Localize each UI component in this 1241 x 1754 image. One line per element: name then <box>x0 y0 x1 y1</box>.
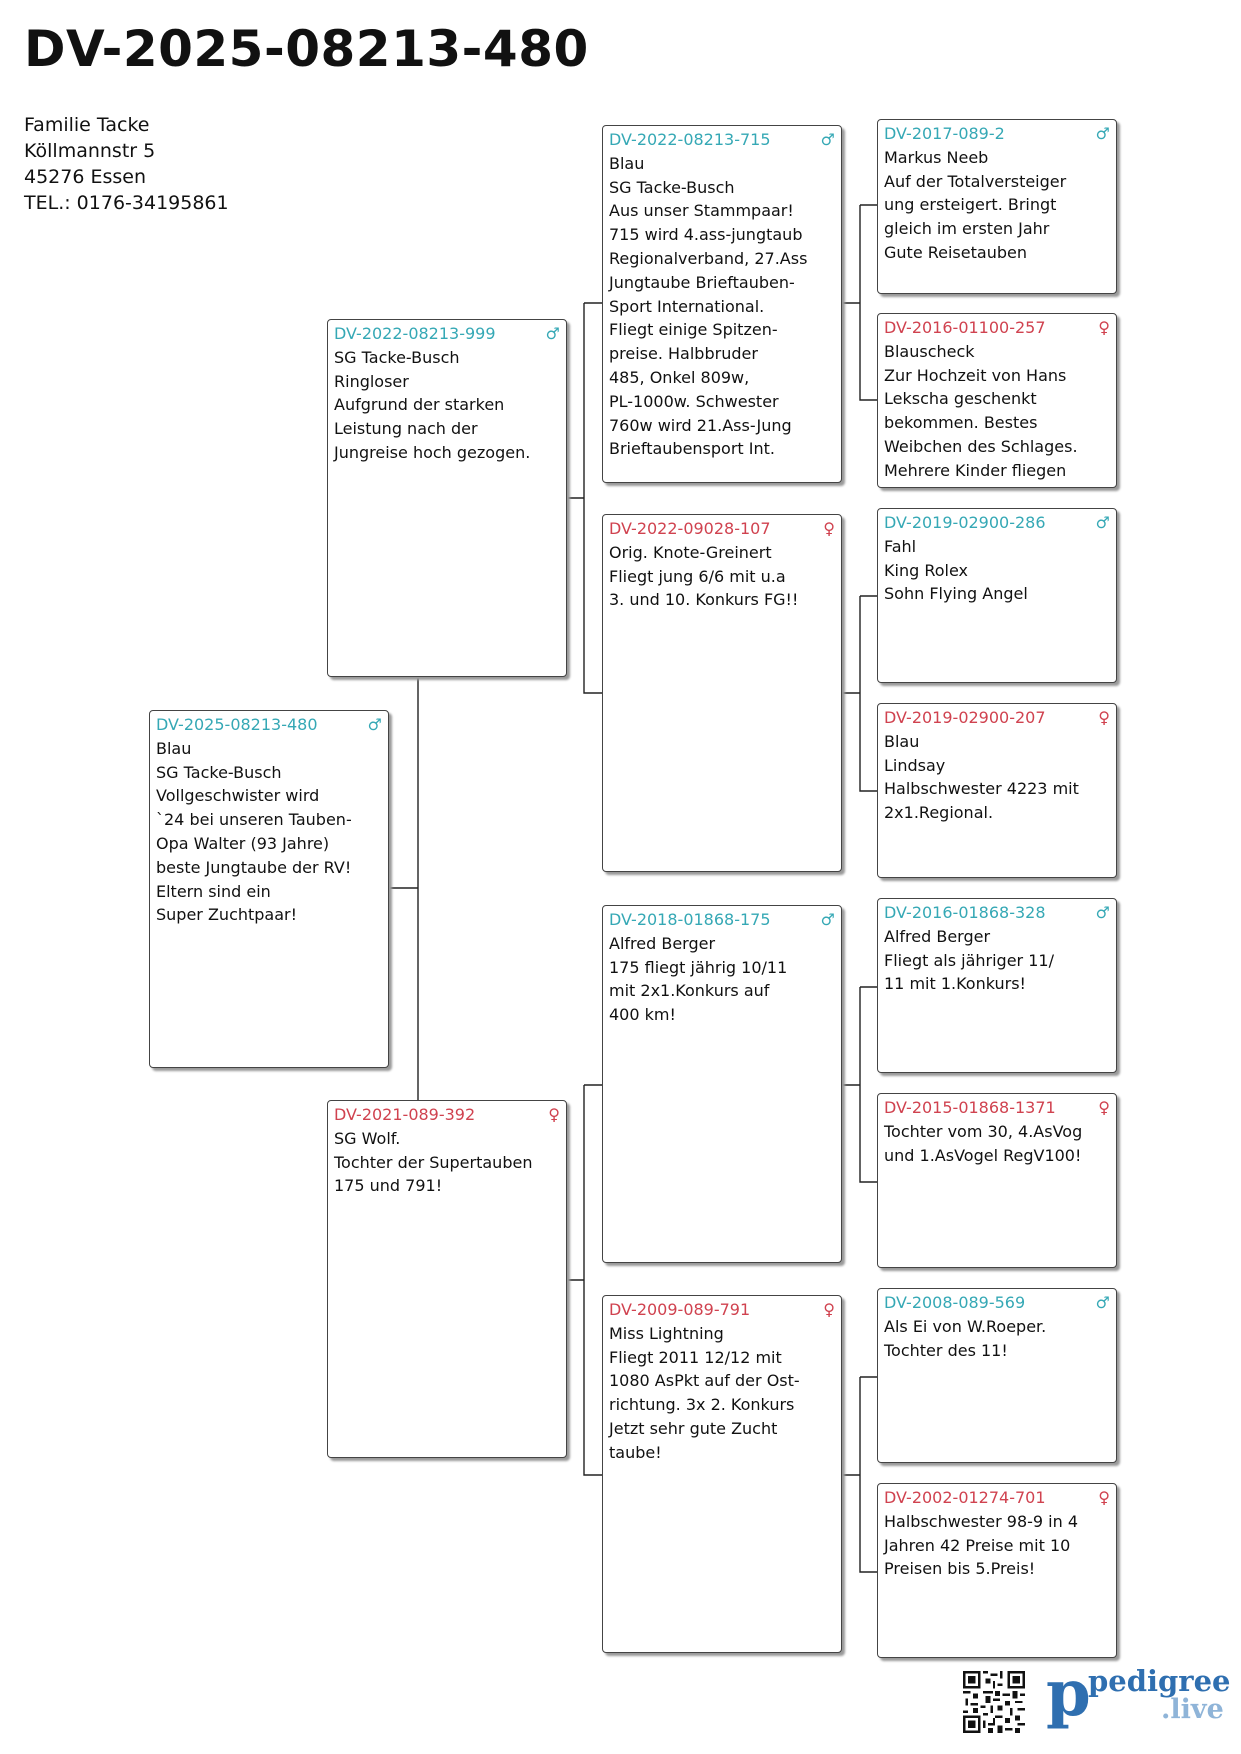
pigeon-card-mf[interactable] <box>602 905 842 1263</box>
card-line: taube! <box>609 1442 662 1462</box>
card-line: 11 mit 1.Konkurs! <box>884 974 1026 994</box>
ring-number: DV-2022-09028-107 <box>609 519 771 538</box>
card-line: Blau <box>884 731 920 751</box>
card-line: Eltern sind ein <box>156 881 271 901</box>
card-line: Tochter des 11! <box>884 1340 1008 1360</box>
pigeon-card-mother[interactable] <box>327 1100 567 1458</box>
pigeon-card-mm[interactable] <box>602 1295 842 1653</box>
card-line: SG Tacke-Busch <box>156 762 282 782</box>
card-line: Jahren 42 Preise mit 10 <box>884 1535 1071 1555</box>
card-line: Fliegt als jähriger 11/ <box>884 950 1054 970</box>
ring-number: DV-2017-089-2 <box>884 124 1005 143</box>
ring-number: DV-2022-08213-999 <box>334 324 496 343</box>
card-line: Regionalverband, 27.Ass <box>609 248 808 268</box>
card-line: preise. Halbbruder <box>609 344 758 364</box>
female-icon: ♀ <box>1098 318 1110 337</box>
ring-number: DV-2016-01100-257 <box>884 318 1046 337</box>
card-line: richtung. 3x 2. Konkurs <box>609 1395 795 1415</box>
card-line: Aufgrund der starken <box>334 395 505 415</box>
card-line: SG Tacke-Busch <box>609 177 735 197</box>
pigeon-card-mmm[interactable] <box>877 1483 1117 1658</box>
card-line: Opa Walter (93 Jahre) <box>156 833 330 853</box>
owner-street: Köllmannstr 5 <box>24 140 156 162</box>
card-line: 175 und 791! <box>334 1176 443 1196</box>
male-icon: ♂ <box>1095 124 1110 143</box>
pigeon-card-mmf[interactable] <box>877 1288 1117 1463</box>
male-icon: ♂ <box>1095 1293 1110 1312</box>
pigeon-card-fmm[interactable] <box>877 703 1117 878</box>
card-line: Lindsay <box>884 755 946 775</box>
card-line: Fliegt einige Spitzen- <box>609 320 778 340</box>
male-icon: ♂ <box>820 130 835 149</box>
card-line: Blau <box>156 738 192 758</box>
card-line: Tochter der Supertauben <box>334 1152 533 1172</box>
female-icon: ♀ <box>823 1300 835 1319</box>
card-line: Mehrere Kinder fliegen <box>884 460 1067 480</box>
card-line: Blau <box>609 153 645 173</box>
ring-number: DV-2022-08213-715 <box>609 130 771 149</box>
card-line: Halbschwester 98-9 in 4 <box>884 1511 1079 1531</box>
ring-number: DV-2018-01868-175 <box>609 910 771 929</box>
card-line: Leistung nach der <box>334 419 478 439</box>
owner-name: Familie Tacke <box>24 114 150 136</box>
female-icon: ♀ <box>1098 1098 1110 1117</box>
card-line: King Rolex <box>884 560 968 580</box>
pigeon-card-fm[interactable] <box>602 514 842 872</box>
female-icon: ♀ <box>548 1105 560 1124</box>
card-line: 485, Onkel 809w, <box>609 367 750 387</box>
ring-number: DV-2016-01868-328 <box>884 903 1046 922</box>
male-icon: ♂ <box>367 715 382 734</box>
pedigree-live-logo <box>1046 1656 1231 1731</box>
ring-number: DV-2021-089-392 <box>334 1105 476 1124</box>
card-line: Ringloser <box>334 371 409 391</box>
pigeon-card-ffm[interactable] <box>877 313 1117 488</box>
card-line: `24 bei unseren Tauben- <box>156 810 352 830</box>
card-line: Halbschwester 4223 mit <box>884 779 1079 799</box>
logo-tld: .live <box>1161 1694 1224 1725</box>
card-line: Vollgeschwister wird <box>156 786 320 806</box>
card-line: Sohn Flying Angel <box>884 584 1028 604</box>
card-line: 715 wird 4.ass-jungtaub <box>609 225 803 245</box>
ring-number: DV-2019-02900-286 <box>884 513 1046 532</box>
pigeon-card-ff[interactable] <box>602 125 842 483</box>
card-line: Brieftaubensport Int. <box>609 439 775 459</box>
card-line: Fliegt jung 6/6 mit u.a <box>609 566 786 586</box>
card-line: Orig. Knote-Greinert <box>609 542 772 562</box>
card-line: Auf der Totalversteiger <box>884 171 1067 191</box>
female-icon: ♀ <box>823 519 835 538</box>
card-line: 760w wird 21.Ass-Jung <box>609 415 792 435</box>
ring-number: DV-2008-089-569 <box>884 1293 1026 1312</box>
card-line: Jungtaube Brieftauben- <box>609 272 795 292</box>
card-line: Sport International. <box>609 296 765 316</box>
male-icon: ♂ <box>1095 903 1110 922</box>
male-icon: ♂ <box>820 910 835 929</box>
card-line: und 1.AsVogel RegV100! <box>884 1145 1082 1165</box>
qr-code <box>963 1671 1025 1733</box>
card-line: Alfred Berger <box>609 933 716 953</box>
card-line: SG Wolf. <box>334 1128 401 1148</box>
card-line: Jungreise hoch gezogen. <box>334 442 531 462</box>
ring-number: DV-2009-089-791 <box>609 1300 751 1319</box>
card-line: beste Jungtaube der RV! <box>156 857 352 877</box>
card-line: Lekscha geschenkt <box>884 389 1037 409</box>
card-line: bekommen. Bestes <box>884 413 1038 433</box>
card-line: Super Zuchtpaar! <box>156 905 298 925</box>
card-line: ung ersteigert. Bringt <box>884 195 1057 215</box>
ring-number: DV-2019-02900-207 <box>884 708 1046 727</box>
female-icon: ♀ <box>1098 1488 1110 1507</box>
female-icon: ♀ <box>1098 708 1110 727</box>
ring-number: DV-2025-08213-480 <box>156 715 318 734</box>
card-line: Alfred Berger <box>884 926 991 946</box>
card-line: Fahl <box>884 536 917 556</box>
card-line: gleich im ersten Jahr <box>884 219 1050 239</box>
pigeon-card-father[interactable] <box>327 319 567 677</box>
card-line: 1080 AsPkt auf der Ost- <box>609 1371 800 1391</box>
male-icon: ♂ <box>545 324 560 343</box>
owner-phone: TEL.: 0176-34195861 <box>24 192 229 214</box>
logo-word: pedigree <box>1088 1664 1231 1698</box>
card-line: SG Tacke-Busch <box>334 347 460 367</box>
pigeon-card-subject[interactable] <box>149 710 389 1068</box>
card-line: Gute Reisetauben <box>884 242 1027 262</box>
card-line: mit 2x1.Konkurs auf <box>609 981 770 1001</box>
card-line: 2x1.Regional. <box>884 803 994 823</box>
card-line: Weibchen des Schlages. <box>884 436 1078 456</box>
card-line: PL-1000w. Schwester <box>609 391 779 411</box>
ring-number: DV-2002-01274-701 <box>884 1488 1046 1507</box>
page-title: DV-2025-08213-480 <box>24 20 589 78</box>
card-line: 400 km! <box>609 1005 676 1025</box>
ring-number: DV-2015-01868-1371 <box>884 1098 1056 1117</box>
card-line: Aus unser Stammpaar! <box>609 201 794 221</box>
card-line: Tochter vom 30, 4.AsVog <box>884 1121 1083 1141</box>
card-line: 175 fliegt jährig 10/11 <box>609 957 788 977</box>
card-line: Als Ei von W.Roeper. <box>884 1316 1047 1336</box>
card-line: Miss Lightning <box>609 1323 724 1343</box>
owner-city: 45276 Essen <box>24 166 147 188</box>
pigeon-card-fff[interactable] <box>877 119 1117 294</box>
card-line: Preisen bis 5.Preis! <box>884 1559 1036 1579</box>
logo-letter: p <box>1046 1656 1091 1731</box>
pigeon-card-fmf[interactable] <box>877 508 1117 683</box>
card-line: Fliegt 2011 12/12 mit <box>609 1347 782 1367</box>
card-line: Zur Hochzeit von Hans <box>884 365 1067 385</box>
pigeon-card-mff[interactable] <box>877 898 1117 1073</box>
card-line: Blauscheck <box>884 341 975 361</box>
pigeon-card-mfm[interactable] <box>877 1093 1117 1268</box>
male-icon: ♂ <box>1095 513 1110 532</box>
card-line: 3. und 10. Konkurs FG!! <box>609 590 799 610</box>
card-line: Markus Neeb <box>884 147 989 167</box>
card-line: Jetzt sehr gute Zucht <box>609 1418 778 1438</box>
